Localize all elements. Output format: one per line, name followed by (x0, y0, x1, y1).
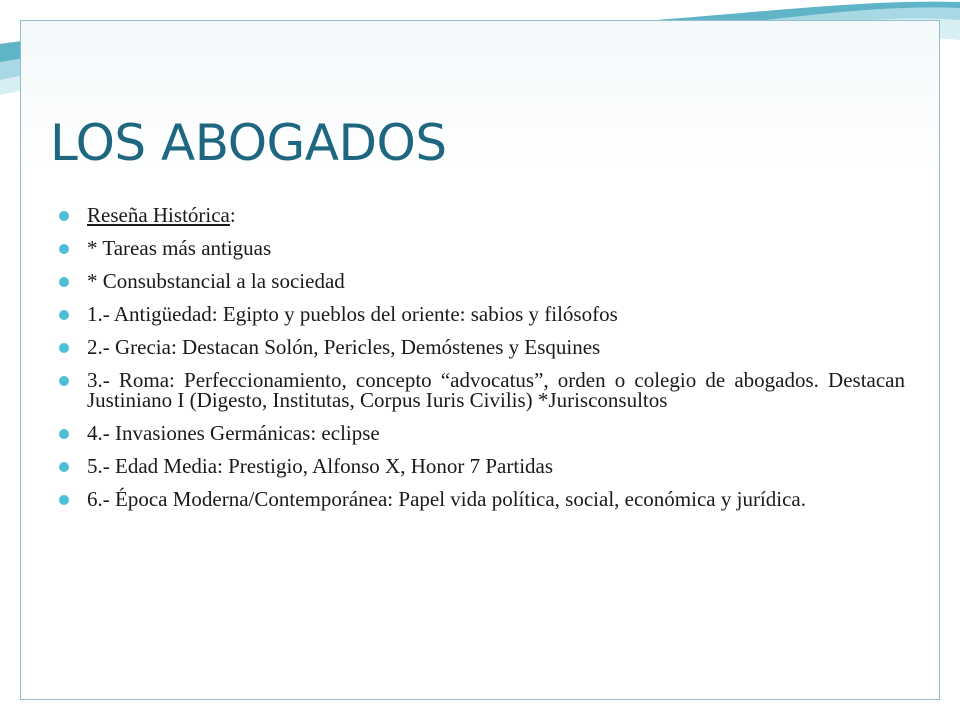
bullet-text: 3.- Roma: Perfeccionamiento, concepto “advocatus”, orden o colegio de abogados. Destacan Justiniano I (Digesto, Institutas, Corpus Iuris Civilis) *Jurisconsultos (87, 368, 905, 412)
bullet-item-5 (57, 370, 905, 410)
bullet-dot-icon (59, 462, 69, 472)
bullet-text: 6.- Época Moderna/Contemporánea: Papel vida política, social, económica y jurídica. (87, 487, 807, 511)
bullet-item-3 (57, 304, 905, 324)
bullet-text: * Tareas más antiguas (87, 236, 272, 260)
bullet-text: * Consubstancial a la sociedad (87, 269, 345, 293)
bullet-dot-icon (59, 429, 69, 439)
bullet-dot-icon (59, 343, 69, 353)
bullet-text: 5.- Edad Media: Prestigio, Alfonso X, Honor 7 Partidas (87, 454, 554, 478)
heading-suffix: : (229, 203, 236, 227)
bullet-dot-icon (59, 310, 69, 320)
slide-title: LOS ABOGADOS (50, 114, 447, 172)
bullet-dot-icon (59, 495, 69, 505)
bullet-dot-icon (59, 211, 69, 221)
bullet-item-6 (57, 423, 905, 443)
bullet-list (57, 205, 905, 522)
bullet-item-2 (57, 271, 905, 291)
bullet-dot-icon (59, 376, 69, 386)
bullet-item-4 (57, 337, 905, 357)
heading-label: Reseña Histórica (87, 203, 230, 227)
bullet-dot-icon (59, 244, 69, 254)
bullet-item-1 (57, 238, 905, 258)
bullet-text: 4.- Invasiones Germánicas: eclipse (87, 421, 380, 445)
bullet-item-7 (57, 456, 905, 476)
bullet-text: 1.- Antigüedad: Egipto y pueblos del oriente: sabios y filósofos (87, 302, 618, 326)
bullet-item-8 (57, 489, 905, 509)
bullet-item-heading (57, 205, 905, 225)
bullet-dot-icon (59, 277, 69, 287)
bullet-text: 2.- Grecia: Destacan Solón, Pericles, Demóstenes y Esquines (87, 335, 601, 359)
